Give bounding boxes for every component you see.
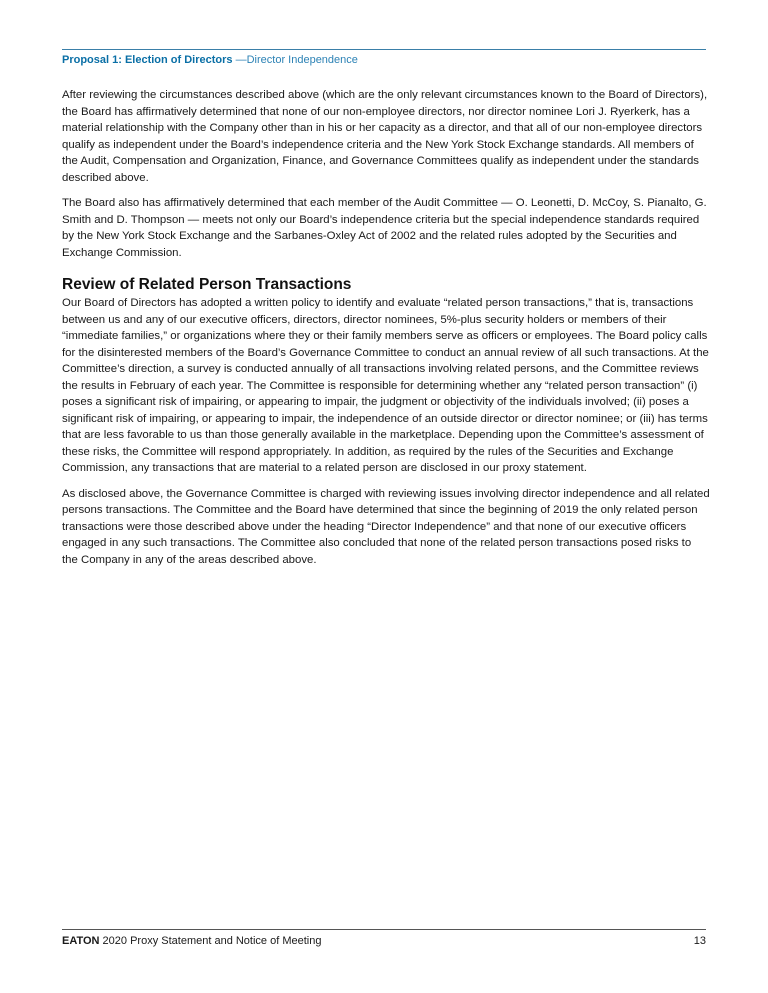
header-divider <box>62 49 706 50</box>
paragraph-governance-review: As disclosed above, the Governance Committee is charged with reviewing issues involving director independence and all related persons transactions. The Committee and the Board have determined that since the beginning of 2019 the only related person transactions were those described above under the heading “Director Independence” and that none of our executive officers engaged in any such transactions. The Committee also concluded that none of the related person transactions posed risks to the Company in any of the areas described above. <box>62 487 710 566</box>
paragraph-related-person-policy: Our Board of Directors has adopted a written policy to identify and evaluate “related person transactions,” that is, transactions between us and any of our executive officers, directors, director nominees, 5%-plus security holders or members of their “immediate families,” or organizations where they or their family members serve as officers or employees. The Board policy calls for the disinterested members of the Board’s Governance Committee to conduct an annual review of all such transactions. At the Committee’s direction, a survey is conducted annually of all transactions involving related persons, and the Committee reviews the results in February of each year. The Committee is responsible for determining whether any “related person transaction” (i) poses a significant risk of impairing, or appearing to impair, the judgment or objectivity of the individuals involved; (ii) poses a significant risk of impairing, or appearing to impair, the independence of an outside director or director nominee; or (iii) has terms that are less favorable to us than those generally available in the marketplace. Depending upon the Committee’s assessment of these risks, the Committee will respond appropriately. In addition, as required by the rules of the Securities and Exchange Commission, any transactions that are material to a related person are disclosed in our proxy statement. <box>62 297 709 474</box>
page-footer <box>62 935 321 948</box>
paragraph-independence-determination: After reviewing the circumstances described above (which are the only relevant circumstances known to the Board of Directors), the Board has affirmatively determined that none of our non-employee directors, nor director nominee Lori J. Ryerkerk, has a material relationship with the Company other than in his or her capacity as a director, and that all of our non-employee directors qualify as independent under the Board’s independence criteria and the New York Stock Exchange standards. All members of the Audit, Compensation and Organization, Finance, and Governance Committees qualify as independent under the standards described above. <box>62 89 708 184</box>
page-header <box>62 54 358 67</box>
paragraph-audit-committee: The Board also has affirmatively determined that each member of the Audit Committee — O. Leonetti, D. McCoy, S. Pianalto, G. Smith and D. Thompson — meets not only our Board’s independence criteria but the special independence standards required by the New York Stock Exchange and the Sarbanes-Oxley Act of 2002 and the related rules adopted by the Securities and Exchange Commission. <box>62 197 707 259</box>
main-content <box>62 87 710 577</box>
footer-title: 2020 Proxy Statement and Notice of Meeting <box>99 935 322 947</box>
header-section-subtitle: —Director Independence <box>232 54 358 66</box>
footer-divider <box>62 929 706 930</box>
header-section-title: Proposal 1: Election of Directors <box>62 54 233 66</box>
page-number: 13 <box>693 935 706 947</box>
section-heading: Review of Related Person Transactions <box>62 276 352 293</box>
footer-brand: EATON <box>62 935 100 947</box>
